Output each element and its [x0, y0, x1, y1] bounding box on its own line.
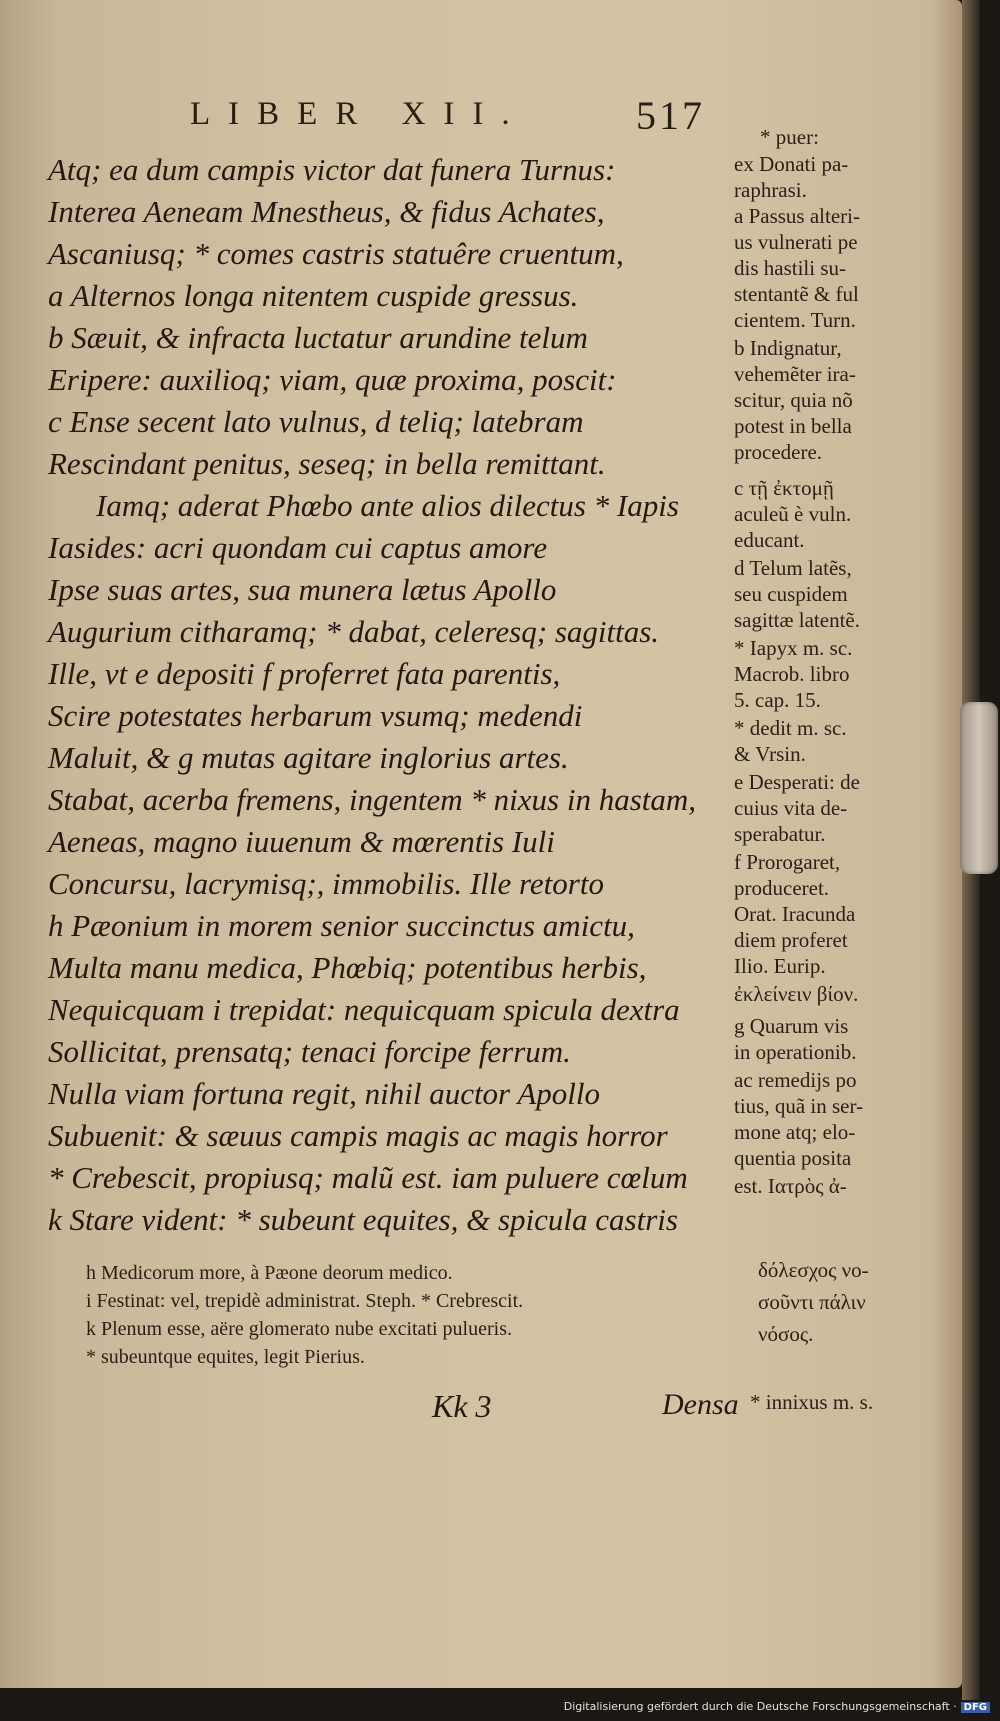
verse-line: Augurium citharamq; * dabat, celeresq; sagittas. [48, 614, 660, 649]
verse-line: Iasides: acri quondam cui captus amore [48, 530, 548, 565]
margin-note-line: Ilio. Eurip. [734, 954, 826, 978]
running-title: LIBER XII. [190, 96, 528, 132]
verse-line: Concursu, lacrymisq;, immobilis. Ille retorto [48, 866, 604, 901]
credit-text: Digitalisierung gefördert durch die Deutsche Forschungsgemeinschaft · [563, 1700, 957, 1713]
verse-line: Multa manu medica, Phœbiq; potentibus herbis, [48, 950, 647, 985]
margin-note-line: est. Ιατρὸς ἀ- [734, 1174, 847, 1198]
margin-note-line: σοῦντι πάλιν [758, 1290, 866, 1314]
page-number: 517 [636, 93, 705, 138]
signature-mark: Kk 3 [432, 1388, 492, 1424]
verse-line: * Crebescit, propiusq; malũ est. iam puluere cœlum [48, 1160, 688, 1195]
margin-note-line: mone atq; elo- [734, 1120, 856, 1144]
margin-note-line: procedere. [734, 440, 823, 464]
margin-note-line: & Vrsin. [734, 742, 806, 766]
margin-note-line: * puer: [760, 125, 819, 149]
verse-line: Stabat, acerba fremens, ingentem * nixus in hastam, [48, 782, 697, 817]
footnote: k Plenum esse, aëre glomerato nube excitati pulueris. [86, 1318, 512, 1340]
verse-line: k Stare vident: * subeunt equites, & spicula castris [48, 1202, 678, 1237]
margin-note-line: in operationib. [734, 1040, 857, 1064]
margin-note-line: ἐκλείνειν βίον. [734, 982, 859, 1006]
verse-line: b Sæuit, & infracta luctatur arundine telum [48, 320, 588, 355]
verse-line: Rescindant penitus, seseq; in bella remittant. [48, 446, 606, 481]
margin-note-line: sperabatur. [734, 822, 826, 846]
verse-line: Ascaniusq; * comes castris statuêre cruentum, [48, 236, 624, 271]
margin-note-line: aculeũ è vuln. [734, 502, 852, 526]
margin-note-line: * innixus m. s. [750, 1390, 874, 1414]
margin-note-line: sagittæ latentẽ. [734, 608, 860, 632]
footnote: * subeuntque equites, legit Pierius. [86, 1346, 365, 1368]
margin-note-line: f Prorogaret, [734, 850, 841, 874]
digitization-credit [550, 1700, 990, 1720]
margin-note-line: * dedit m. sc. [734, 716, 847, 740]
verse-line: Ipse suas artes, sua munera lætus Apollo [48, 572, 557, 607]
verse-line: Sollicitat, prensatq; tenaci forcipe ferrum. [48, 1034, 571, 1069]
margin-note-line: * Iapyx m. sc. [734, 636, 853, 660]
margin-note-line: educant. [734, 528, 805, 552]
margin-note-line: produceret. [734, 876, 830, 900]
verse-line: h Pæonium in morem senior succinctus amictu, [48, 908, 635, 943]
verse-line: Scire potestates herbarum vsumq; medendi [48, 698, 583, 733]
margin-note-line: stentantẽ & ful [734, 282, 859, 306]
dfg-logo: DFG [961, 1702, 990, 1713]
verse-line: Maluit, & g mutas agitare inglorius artes. [48, 740, 569, 775]
verse-line: Atq; ea dum campis victor dat funera Turnus: [48, 152, 616, 187]
margin-note-line: dis hastili su- [734, 256, 847, 280]
verse-line: Subuenit: & sæuus campis magis ac magis horror [48, 1118, 668, 1153]
margin-note-line: Orat. Iracunda [734, 902, 856, 926]
verse-line: Ille, vt e depositi f proferret fata parentis, [48, 656, 561, 691]
verse-line: Nulla viam fortuna regit, nihil auctor Apollo [48, 1076, 600, 1111]
margin-note-line: cuius vita de- [734, 796, 848, 820]
margin-note-line: ex Donati pa- [734, 152, 849, 176]
verse-line: Interea Aeneam Mnestheus, & fidus Achates, [48, 194, 605, 229]
margin-note-line: raphrasi. [734, 178, 807, 202]
margin-note-line: b Indignatur, [734, 336, 842, 360]
margin-note-line: c τῇ ἐκτομῇ [734, 476, 834, 500]
margin-note-line: scitur, quia nõ [734, 388, 853, 412]
margin-note-line: ac remedijs po [734, 1068, 857, 1092]
margin-note-line: 5. cap. 15. [734, 688, 821, 712]
margin-note-line: νόσος. [758, 1322, 814, 1346]
margin-note-line: vehemẽter ira- [734, 362, 856, 386]
margin-note-line: g Quarum vis [734, 1014, 849, 1038]
margin-note-line: potest in bella [734, 414, 852, 438]
margin-note-line: Macrob. libro [734, 662, 850, 686]
margin-note-line: δόλεσχος νο- [758, 1258, 869, 1282]
verse-line: Aeneas, magno iuuenum & mœrentis Iuli [48, 824, 555, 859]
margin-note-line: d Telum latẽs, [734, 556, 852, 580]
margin-note-line: diem proferet [734, 928, 848, 952]
verse-line: Eripere: auxilioq; viam, quæ proxima, poscit: [48, 362, 617, 397]
verse-line: Nequicquam i trepidat: nequicquam spicula dextra [48, 992, 680, 1027]
verse-line: a Alternos longa nitentem cuspide gressus. [48, 278, 579, 313]
footnote: h Medicorum more, à Pæone deorum medico. [86, 1262, 453, 1284]
catchword: Densa [662, 1388, 739, 1421]
verse-line: c Ense secent lato vulnus, d teliq; latebram [48, 404, 584, 439]
margin-note-line: tius, quã in ser- [734, 1094, 864, 1118]
footnote: i Festinat: vel, trepidè administrat. Steph. * Crebrescit. [86, 1290, 524, 1312]
margin-note-line: seu cuspidem [734, 582, 848, 606]
margin-note-line: us vulnerati pe [734, 230, 858, 254]
margin-note-line: cientem. Turn. [734, 308, 856, 332]
margin-note-line: quentia posita [734, 1146, 852, 1170]
page-tab-marker [960, 702, 998, 874]
verse-line: Iamq; aderat Phœbo ante alios dilectus * Iapis [96, 488, 679, 523]
margin-note-line: e Desperati: de [734, 770, 860, 794]
margin-note-line: a Passus alteri- [734, 204, 860, 228]
